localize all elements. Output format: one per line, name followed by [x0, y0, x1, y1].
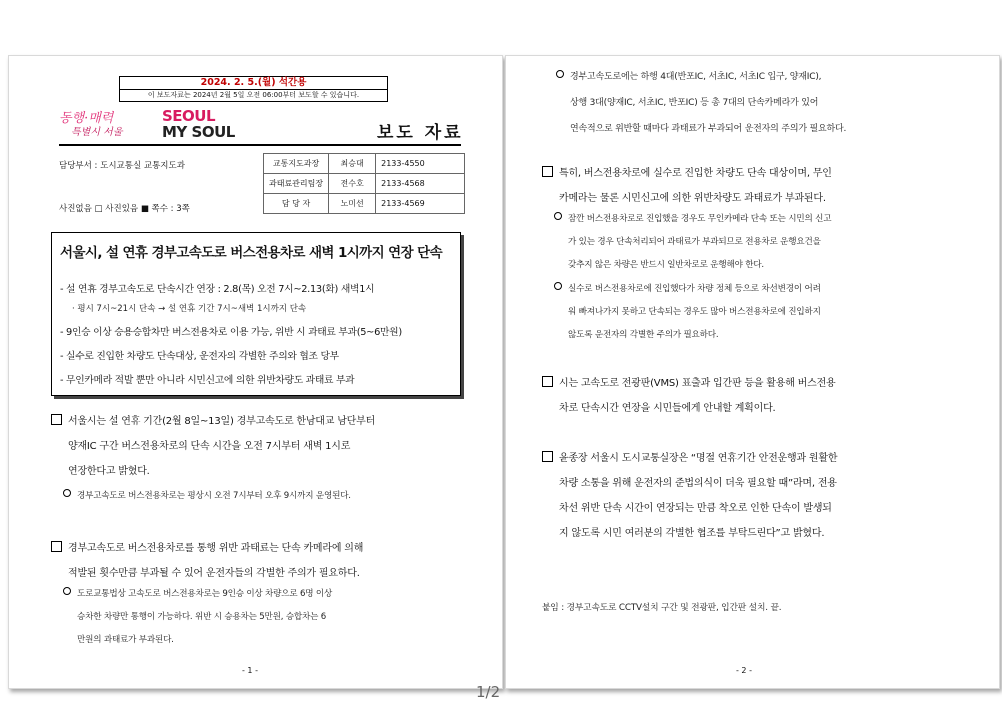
paragraph-4 — [542, 371, 836, 421]
logo-seoul: SEOUL — [162, 107, 216, 125]
contact-role: 교통지도과장 — [264, 154, 329, 174]
circle-bullet-icon — [63, 587, 71, 595]
summary-item: - 9인승 이상 승용승합차만 버스전용차로 이용 가능, 위반 시 과태료 부과(5~6만원) — [60, 327, 402, 338]
contacts-table — [263, 153, 465, 214]
paragraph-2-note — [63, 583, 332, 652]
seoul-my-soul-logo — [162, 108, 235, 140]
logo-my-soul: MY SOUL — [162, 123, 235, 141]
note-text: 상행 3대(양재IC, 서초IC, 반포IC) 등 총 7대의 단속카메라가 있어 — [570, 98, 819, 108]
page-indicator: 1/2 — [476, 683, 501, 701]
document-page-2 — [505, 55, 1000, 689]
note-text: 승차한 차량만 통행이 가능하다. 위반 시 승용차는 5만원, 승합차는 6 — [77, 612, 327, 622]
para-line: 차량 소통을 위해 운전자의 준법의식이 더욱 필요할 때”라며, 전용 — [559, 478, 837, 489]
circle-bullet-icon — [556, 70, 564, 78]
note-text: 도로교통법상 고속도로 버스전용차로는 9인승 이상 차량으로 6명 이상 — [77, 589, 333, 599]
para-line: 차로 단속시간 연장을 시민들에게 안내할 계획이다. — [559, 403, 776, 414]
para-line: 차선 위반 단속 시간이 연장되는 만큼 착오로 인한 단속이 발생되 — [559, 503, 832, 514]
note-text: 않도록 운전자의 각별한 주의가 필요하다. — [568, 330, 719, 340]
checkbox-bullet-icon — [542, 376, 553, 387]
headline: 서울시, 설 연휴 경부고속도로 버스전용차로 새벽 1시까지 연장 단속 — [60, 245, 443, 261]
table-row — [264, 174, 465, 194]
photo-info: 사진없음 □ 사진있음 ■ 쪽수 : 3쪽 — [59, 204, 190, 214]
checkbox-bullet-icon — [542, 451, 553, 462]
checkbox-bullet-icon — [542, 166, 553, 177]
para-line: 시는 고속도로 전광판(VMS) 표출과 입간판 등을 활용해 버스전용 — [559, 378, 836, 389]
circle-bullet-icon — [63, 489, 71, 497]
note-text: 실수로 버스전용차로에 진입했다가 차량 정체 등으로 차선변경이 어려 — [568, 284, 821, 294]
checkbox-bullet-icon — [51, 541, 62, 552]
note-text: 잠깐 버스전용차로로 진입했을 경우도 무인카메라 단속 또는 시민의 신고 — [568, 214, 832, 224]
contact-name: 노미선 — [329, 194, 376, 214]
para-line: 양재IC 구간 버스전용차로의 단속 시간을 오전 7시부터 새벽 1시로 — [68, 441, 351, 452]
contact-role: 담 당 자 — [264, 194, 329, 214]
headline-box — [51, 232, 461, 396]
department: 담당부서 : 도시교통실 교통지도과 — [59, 161, 185, 171]
paragraph-1-note — [63, 485, 351, 508]
logo-line-1: 동행·매력 — [59, 111, 114, 126]
para-line: 카메라는 물론 시민신고에 의한 위반차량도 과태료가 부과된다. — [559, 193, 826, 204]
embargo-notice: 이 보도자료는 2024년 2월 5일 오전 06:00부터 보도할 수 있습니다. — [120, 89, 387, 101]
press-release-title: 보도 자료 — [377, 123, 464, 143]
checkbox-bullet-icon — [51, 414, 62, 425]
para-line: 연장한다고 밝혔다. — [68, 466, 150, 477]
header-rule — [59, 144, 461, 146]
para-line: 지 않도록 시민 여러분의 각별한 협조를 부탁드린다”고 밝혔다. — [559, 528, 825, 539]
release-date: 2024. 2. 5.(월) 석간용 — [200, 77, 307, 88]
circle-bullet-icon — [554, 282, 562, 290]
contact-phone: 2133-4550 — [376, 154, 465, 174]
document-page-1 — [8, 55, 503, 689]
summary-item: - 무인카메라 적발 뿐만 아니라 시민신고에 의한 위반차량도 과태료 부과 — [60, 375, 355, 386]
para-line: 경부고속도로 버스전용차로를 통행 위반 과태료는 단속 카메라에 의해 — [68, 543, 364, 554]
date-box — [119, 76, 388, 102]
paragraph-2 — [51, 536, 363, 586]
note-text: 만원의 과태료가 부과된다. — [77, 635, 174, 645]
note-text: 연속적으로 위반할 때마다 과태료가 부과되어 운전자의 주의가 필요하다. — [570, 124, 847, 134]
para-line: 서울시는 설 연휴 기간(2월 8일~13일) 경부고속도로 한남대교 남단부터 — [68, 416, 376, 427]
paragraph-3-note-2 — [554, 278, 821, 347]
summary-item: - 설 연휴 경부고속도로 단속시간 연장 : 2.8(목) 오전 7시~2.13(화) 새벽1시 — [60, 284, 375, 295]
logo-line-2: 특별시 서울 — [71, 127, 123, 138]
table-row — [264, 154, 465, 174]
para-line: 적발된 횟수만큼 부과될 수 있어 운전자들의 각별한 주의가 필요하다. — [68, 568, 360, 579]
para-line: 특히, 버스전용차로에 실수로 진입한 차량도 단속 대상이며, 무인 — [559, 168, 832, 179]
circle-bullet-icon — [554, 212, 562, 220]
summary-sub-item: · 평시 7시~21시 단속 → 설 연휴 기간 7시~새벽 1시까지 단속 — [72, 304, 307, 314]
summary-item: - 실수로 진입한 차량도 단속대상, 운전자의 각별한 주의와 협조 당부 — [60, 351, 339, 362]
contact-role: 과태료관리팀장 — [264, 174, 329, 194]
seoul-slogan-logo — [59, 112, 122, 140]
note-text: 가 있는 경우 단속처리되어 과태료가 부과되므로 전용차로 운행요건을 — [568, 237, 821, 247]
contact-name: 최승대 — [329, 154, 376, 174]
contact-phone: 2133-4569 — [376, 194, 465, 214]
paragraph-3-note-1 — [554, 208, 831, 277]
note-text: 워 빠져나가지 못하고 단속되는 경우도 많아 버스전용차로에 진입하지 — [568, 307, 821, 317]
note-text: 경부고속도로에는 하행 4대(반포IC, 서초IC, 서초IC 입구, 양재IC), — [570, 72, 822, 82]
paragraph-5 — [542, 446, 837, 546]
para-line: 윤종장 서울시 도시교통실장은 “명절 연휴기간 안전운행과 원활한 — [559, 453, 838, 464]
camera-note — [556, 64, 846, 142]
note-text: 갖추지 않은 차량은 반드시 일반차로로 운행해야 한다. — [568, 260, 764, 270]
page-number: - 2 - — [736, 666, 752, 675]
contact-name: 전수호 — [329, 174, 376, 194]
paragraph-1 — [51, 409, 375, 484]
table-row — [264, 194, 465, 214]
attachment-note: 붙임 : 경부고속도로 CCTV설치 구간 및 전광판, 입간판 설치. 끝. — [542, 603, 782, 613]
page-number: - 1 - — [242, 666, 258, 675]
contact-phone: 2133-4568 — [376, 174, 465, 194]
note-text: 경부고속도로 버스전용차로는 평상시 오전 7시부터 오후 9시까지 운영된다. — [77, 491, 351, 501]
paragraph-3 — [542, 161, 832, 211]
